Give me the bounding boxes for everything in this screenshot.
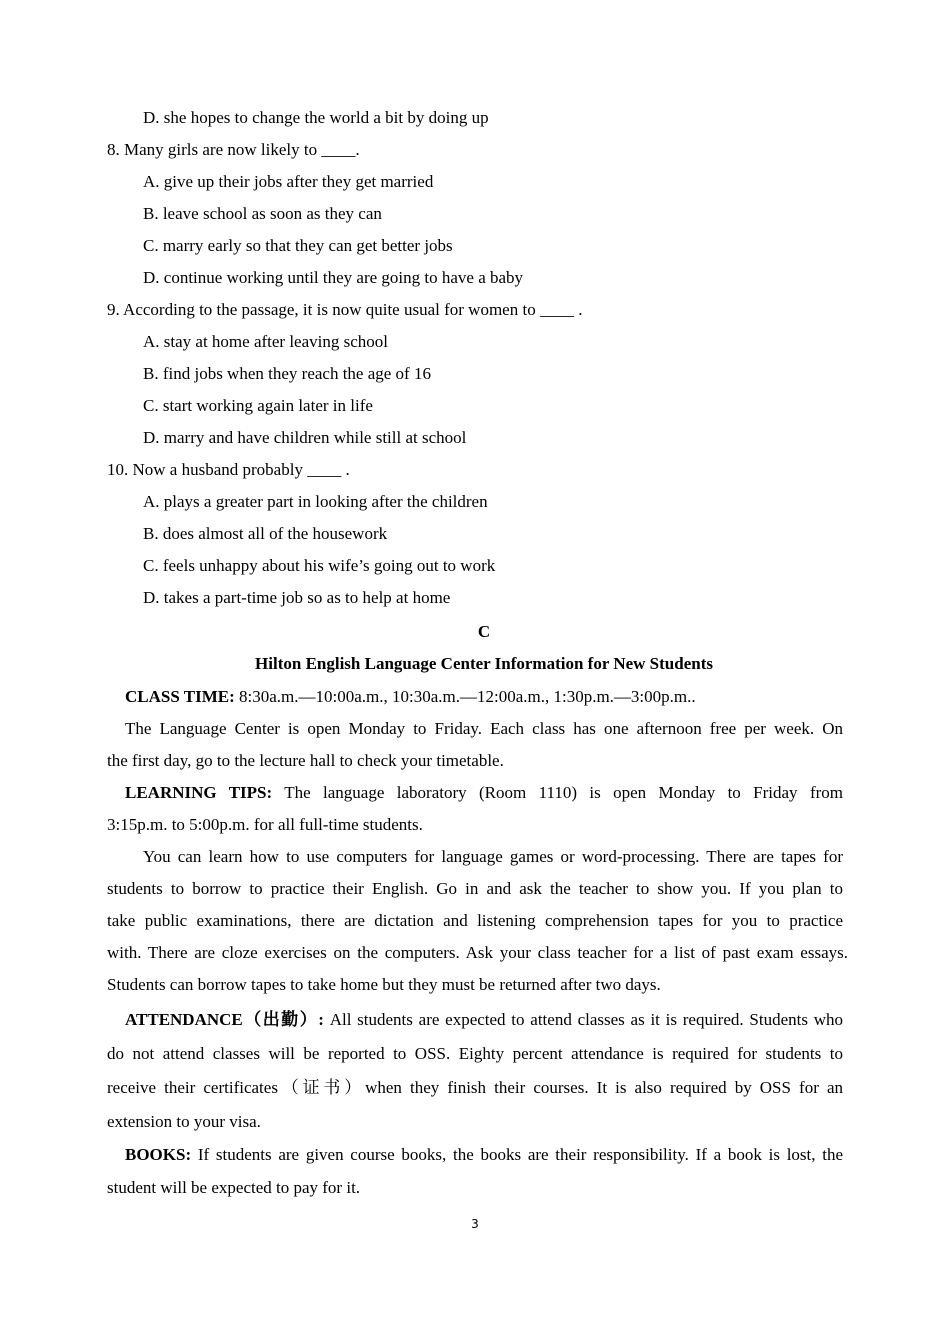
class-time-paragraph bbox=[125, 686, 696, 708]
q9-option-c: C. start working again later in life bbox=[143, 396, 373, 415]
books-line-2: student will be expected to pay for it. bbox=[107, 1178, 361, 1197]
learning-tips-label: LEARNING TIPS: bbox=[125, 783, 273, 802]
q7-option-d: D. she hopes to change the world a bit by doing up bbox=[143, 108, 489, 127]
q8-option-a: A. give up their jobs after they get married bbox=[143, 172, 434, 191]
q8-option-b: B. leave school as soon as they can bbox=[143, 204, 382, 223]
books-label: BOOKS: bbox=[125, 1145, 192, 1164]
learning-tips-paragraph bbox=[125, 782, 843, 804]
learning-tips-text: The language laboratory (Room 1110) is open Monday to Friday from bbox=[272, 783, 843, 802]
books-paragraph bbox=[125, 1144, 843, 1166]
page-number: 3 bbox=[471, 1217, 479, 1231]
q8-option-c: C. marry early so that they can get better jobs bbox=[143, 236, 453, 255]
books-text: If students are given course books, the books are their responsibility. If a book is lost, the bbox=[191, 1145, 843, 1164]
attendance-line-2: do not attend classes will be reported to OSS. Eighty percent attendance is required for students to bbox=[107, 1044, 843, 1063]
attendance-label: ATTENDANCE（出勤）: bbox=[125, 1010, 324, 1029]
center-line-2: the first day, go to the lecture hall to check your timetable. bbox=[107, 751, 504, 770]
center-line-1: The Language Center is open Monday to Friday. Each class has one afternoon free per week. On bbox=[125, 719, 843, 738]
q8-option-d: D. continue working until they are going to have a baby bbox=[143, 268, 524, 287]
attendance-line-4: extension to your visa. bbox=[107, 1112, 261, 1131]
section-letter: C bbox=[477, 622, 491, 641]
class-time-text: 8:30a.m.—10:00a.m., 10:30a.m.—12:00a.m., 1:30p.m.—3:00p.m.. bbox=[234, 687, 696, 706]
q10-stem: 10. Now a husband probably ____ . bbox=[107, 460, 350, 479]
tips-line-2: students to borrow to practice their English. Go in and ask the teacher to show you. If you plan to bbox=[107, 879, 843, 898]
q9-option-d: D. marry and have children while still at school bbox=[143, 428, 467, 447]
learning-tips-line-2: 3:15p.m. to 5:00p.m. for all full-time students. bbox=[107, 815, 423, 834]
tips-line-3: take public examinations, there are dictation and listening comprehension tapes for you to practice bbox=[107, 911, 843, 930]
class-time-label: CLASS TIME: bbox=[125, 687, 235, 706]
tips-line-1: You can learn how to use computers for language games or word-processing. There are tapes for bbox=[143, 847, 843, 866]
tips-line-4: with. There are cloze exercises on the computers. Ask your class teacher for a list of past exam essays. bbox=[107, 943, 848, 962]
q9-option-b: B. find jobs when they reach the age of 16 bbox=[143, 364, 431, 383]
tips-line-5: Students can borrow tapes to take home but they must be returned after two days. bbox=[107, 975, 661, 994]
q9-option-a: A. stay at home after leaving school bbox=[143, 332, 389, 351]
q10-option-a: A. plays a greater part in looking after the children bbox=[143, 492, 488, 511]
attendance-paragraph bbox=[125, 1009, 843, 1031]
q10-option-b: B. does almost all of the housework bbox=[143, 524, 388, 543]
q8-stem: 8. Many girls are now likely to ____. bbox=[107, 140, 360, 159]
attendance-text: All students are expected to attend classes as it is required. Students who bbox=[323, 1010, 843, 1029]
q10-option-d: D. takes a part-time job so as to help at home bbox=[143, 588, 451, 607]
q9-stem: 9. According to the passage, it is now quite usual for women to ____ . bbox=[107, 300, 583, 319]
q10-option-c: C. feels unhappy about his wife’s going out to work bbox=[143, 556, 496, 575]
passage-title: Hilton English Language Center Information for New Students bbox=[255, 654, 713, 673]
attendance-line-3: receive their certificates（证书）when they finish their courses. It is also required by OSS for an bbox=[107, 1078, 843, 1097]
